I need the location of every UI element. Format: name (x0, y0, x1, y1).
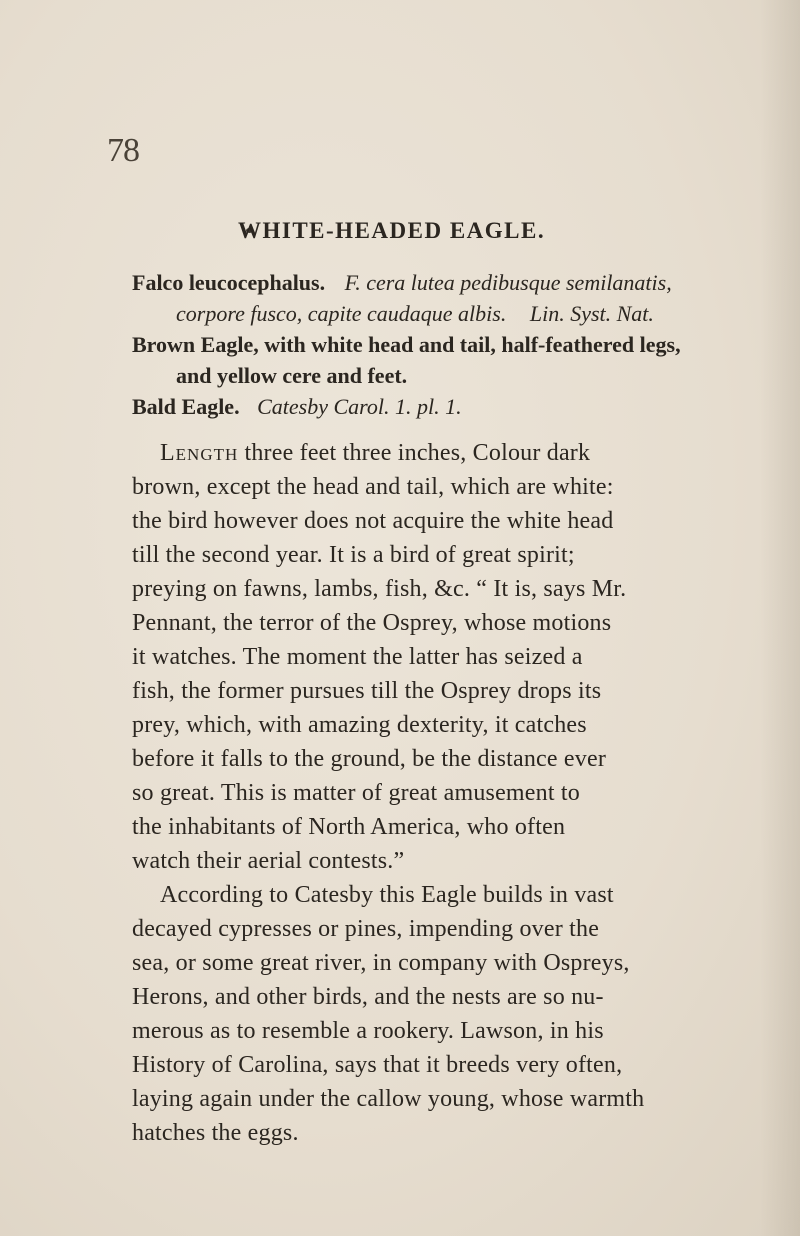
paragraph-line: brown, except the head and tail, which are white: (132, 474, 614, 500)
paragraph-line: Pennant, the terror of the Osprey, whose motions (132, 610, 612, 636)
paragraph-line: fish, the former pursues till the Osprey drops its (132, 678, 602, 704)
paragraph-line: so great. This is matter of great amusement to (132, 780, 580, 806)
synonymy-line (176, 301, 654, 327)
paragraph-line: laying again under the callow young, whose warmth (132, 1086, 645, 1112)
synonymy-line (132, 270, 672, 296)
paragraph-line: According to Catesby this Eagle builds in vast (160, 882, 614, 908)
paragraph-line: before it falls to the ground, be the distance ever (132, 746, 607, 772)
page-number: 78 (107, 132, 139, 169)
paragraph-line: prey, which, with amazing dexterity, it catches (132, 712, 587, 738)
page-edge-shadow (760, 0, 800, 1236)
paragraph-line: till the second year. It is a bird of great spirit; (132, 542, 575, 568)
paragraph-line: hatches the eggs. (132, 1120, 299, 1146)
paragraph-line: decayed cypresses or pines, impending over the (132, 916, 600, 942)
paragraph-line: watch their aerial contests.” (132, 848, 405, 874)
paragraph-line (160, 440, 590, 467)
common-name: Bald Eagle. (132, 394, 240, 419)
latin-description: F. cera lutea pedibusque semilanatis, (344, 270, 672, 295)
linnaeus-reference: Lin. Syst. Nat. (529, 301, 654, 326)
latin-description-cont: corpore fusco, capite caudaque albis. (176, 301, 507, 326)
catesby-reference: Catesby Carol. 1. pl. 1. (257, 394, 462, 419)
latin-name: Falco leucocephalus. (132, 270, 326, 295)
line-text: three feet three inches, Colour dark (238, 440, 591, 466)
paragraph-line: Herons, and other birds, and the nests are so nu- (132, 984, 604, 1010)
lead-word: Length (160, 440, 239, 466)
paragraph-line: History of Carolina, says that it breeds very often, (132, 1052, 623, 1078)
paragraph-line: preying on fawns, lambs, fish, &c. “ It is, says Mr. (132, 576, 627, 602)
paragraph-line: sea, or some great river, in company with Ospreys, (132, 950, 630, 976)
synonymy-line: Brown Eagle, with white head and tail, half-feathered legs, (132, 332, 681, 357)
running-title: WHITE-HEADED EAGLE. (238, 218, 546, 243)
paragraph-line: the bird however does not acquire the white head (132, 508, 614, 534)
synonymy-line: and yellow cere and feet. (176, 363, 408, 388)
paragraph-line: the inhabitants of North America, who often (132, 814, 566, 840)
synonymy-line (132, 394, 462, 420)
paragraph-line: merous as to resemble a rookery. Lawson, in his (132, 1018, 604, 1044)
paragraph-line: it watches. The moment the latter has seized a (132, 644, 583, 670)
